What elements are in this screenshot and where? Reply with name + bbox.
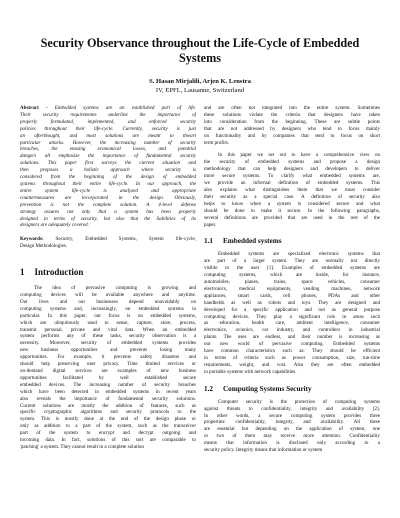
text-line: on functionality and by companies that tend to focus on short — [204, 132, 380, 139]
text-line: Current solutions are mostly the addition of features, such as — [20, 402, 196, 409]
text-line: computing systems and, increasingly, on embedded systems in — [20, 305, 196, 312]
abstract-label: Abstract - — [20, 105, 48, 111]
text-line: are part of a larger system. They are normally not directly — [204, 258, 380, 265]
text-line: only as addition to a part of the system, such as the transceiver — [20, 423, 196, 430]
text-line: properties: confidentiality, integrity, and availability. All three — [204, 419, 380, 426]
text-line: in portable systems with network capabilities. — [204, 368, 297, 375]
text-line: several definitions are provided that are used in the rest of the — [204, 214, 380, 221]
keywords-label: Keywords: — [20, 236, 44, 243]
text-line: Computer security is the protection of computing systems — [218, 398, 380, 405]
text-line: opportunities facilitated by well established secure — [20, 374, 196, 381]
text-line: or two of them may receive more attention. Confidentiality — [204, 433, 380, 440]
section-heading-computing-security — [204, 385, 380, 394]
text-line: computing devices. They play a significant role in areas such — [204, 313, 380, 320]
text-line: and are often not integrated into the entire system. Sometimes — [204, 105, 380, 111]
text-line: countermeasures are incorporated in the design. Obviously, — [20, 194, 196, 201]
text-line: these solutions violate the criteria that designers have taken — [204, 111, 380, 118]
section-title: Embedded systems — [222, 237, 282, 246]
keywords-block — [20, 236, 196, 250]
text-line: should help preserving user privacy. Time limited services or — [20, 361, 196, 368]
text-line: methodology that can help designers and developers to deliver — [204, 166, 380, 173]
text-fragment: Embedded systems are an established part of life. — [47, 105, 196, 111]
text-line: on-demand digital services are examples of new business — [20, 368, 196, 374]
text-line: our new world of pervasive computing. Embedded systems — [204, 341, 380, 348]
text-line: breaches, the ensuing economical losses, and potential — [20, 146, 196, 153]
text-line: also explains what distinguishes them that we must consider — [204, 186, 380, 193]
text-line: prevention is not the complete solution. A 4-level defense — [20, 201, 196, 208]
paper-affiliation: IV, EPFL, Lausanne, Switzerland — [155, 87, 245, 94]
introduction-paragraph-2 — [204, 152, 380, 228]
text-line: In other words, a secure computing system provides three — [204, 412, 380, 419]
text-line: Our lives and our businesses depend unavoidably on — [20, 298, 196, 305]
text-line: properly formulated, implemented, and enforced security — [20, 118, 196, 125]
text-line: transmit personal, private and vital data. When an embedded — [20, 326, 196, 333]
section-heading-introduction — [20, 267, 196, 278]
text-line: strategy assures not only that a system has been properly — [20, 208, 196, 215]
text-line: Their security requirements underline the importance of — [20, 111, 196, 118]
text-line: policies throughout their life-cycle. Currently, security is just — [20, 125, 196, 132]
text-line: system. This is mostly done at the end of the design phase or — [20, 416, 196, 423]
text-line: as education, health care, ambient intelligence, consumer — [204, 320, 380, 327]
text-fragment: Security, Embedded Systems, System life-cycle, — [43, 236, 196, 243]
text-line: specific cryptographic algorithms and security protocols to the — [20, 409, 196, 416]
text-line: electronics, avionics, car industry, and controllers in industrial — [204, 327, 380, 334]
text-line: appliances, smart cards, cell phones, PDAs and other — [204, 292, 380, 299]
text-line: we provide an informal definition of embedded systems. This — [204, 180, 380, 187]
text-line — [20, 105, 196, 112]
text-line: Design Methodologies. — [20, 243, 68, 250]
text-line: computing systems, which are inside, for instance, — [204, 272, 380, 279]
text-line: visible to the user [1]. Examples of embedded systems are — [204, 265, 380, 272]
text-line — [20, 236, 196, 243]
text-line: electronics, medical equipments, vending machines, network — [204, 285, 380, 292]
text-line: incoming data. In fact, solutions of this sort are comparable to — [20, 437, 196, 444]
section-title: Introduction — [34, 267, 84, 278]
text-line: dangers all emphasize the importance of fundamental security — [20, 153, 196, 160]
text-line: particular. In this paper, our focus is on embedded systems, — [20, 312, 196, 319]
text-line: helps to know when a system is considered secure and what — [204, 200, 380, 207]
text-line: security policy. Integrity means that information or system — [204, 447, 323, 454]
text-line: which have been detected in embedded systems in recent years — [20, 388, 196, 395]
abstract-block — [20, 105, 196, 229]
section-heading-embedded-systems — [204, 237, 380, 246]
text-line: system performs any of these tasks, security observation is a — [20, 333, 196, 340]
right-column — [204, 105, 380, 454]
section-number: 1.1 — [204, 237, 213, 246]
text-line: into consideration from the beginning. These are subtle points — [204, 118, 380, 125]
text-line: embedded devices. The increasing number of security breaches — [20, 381, 196, 388]
section-number: 1 — [20, 267, 25, 278]
text-line: then proposes a holistic approach where security is — [20, 167, 196, 174]
text-line: an afterthought, and most solutions are meant to thwart — [20, 132, 196, 139]
text-line: which are ubiquitously used to sense, capture, store, process, — [20, 319, 196, 326]
text-line: their security as a special case. A definition of security also — [204, 193, 380, 200]
text-line: entire system life-cycle is analyzed and appropriate — [20, 187, 196, 194]
text-line: computing devices will be available anywhere and anytime. — [20, 292, 196, 299]
text-line: Embedded systems are specialized electronic systems that — [218, 251, 380, 258]
text-line: developed for a specific application and not as general purpose — [204, 306, 380, 313]
text-line: systems throughout their entire life-cycle. In our approach, the — [20, 180, 196, 187]
embedded-systems-text — [204, 251, 380, 375]
section-number: 1.2 — [204, 384, 213, 393]
paper-title: Security Observance throughout the Life-Cycle of Embedded Systems — [40, 36, 360, 65]
text-line: In this paper we set out to have a comprehensive view on — [218, 152, 380, 159]
text-line: also reveals the importance of fundamental security solutions. — [20, 395, 196, 402]
left-column — [20, 105, 196, 451]
text-line: term profits. — [204, 139, 229, 146]
text-line: against threats to confidentiality, integrity and availability [2]. — [204, 405, 380, 412]
text-line: that are not addressed by designers who tend to focus mainly — [204, 125, 380, 132]
text-line: are essential but depending on the application of system, one — [204, 426, 380, 433]
text-line: have common characteristics such as: They should be efficient — [204, 348, 380, 355]
text-line: considered from the beginning of the design of embedded — [20, 174, 196, 181]
text-line: handhelds as well as robots and toys. They are designed and — [204, 299, 380, 306]
text-line: paper. — [204, 221, 217, 228]
computing-security-text — [204, 399, 380, 454]
text-line: requirements, weight, and cost. Also they are often embedded — [204, 361, 380, 368]
text-line: automobiles, planes, trains, space vehicles, consumer — [204, 279, 380, 286]
text-line: necessity. Moreover, security of embedded systems provides — [20, 340, 196, 347]
text-line: 'patching' a system. They cannot result in a complete solution — [20, 443, 144, 450]
text-line: designers are adequately covered. — [20, 222, 89, 229]
text-line: new business opportunities and prevents losing many — [20, 347, 196, 354]
text-line: the security of embedded systems and propose a design — [204, 159, 380, 166]
section-title: Computing Systems Security — [222, 384, 312, 393]
introduction-continued — [204, 105, 380, 146]
text-line: more secure systems. To clarify what embedded systems are, — [204, 173, 380, 180]
text-line: in terms of criteria such as power consumption, size, run-time — [204, 355, 380, 361]
text-line: should be done to make it secure. In the following paragraphs, — [204, 207, 380, 214]
text-line: designed in terms of security, but also that the liabilities of its — [20, 215, 196, 222]
text-line: particular attacks. However, the increasing number of security — [20, 139, 196, 146]
paper-authors: S. Hasan Mirjalili, Arjen K. Lenstra — [149, 78, 251, 85]
text-line: part of the system to encrypt and decrypt outgoing and — [20, 430, 196, 437]
introduction-text — [20, 285, 196, 451]
text-line: solutions. This paper first surveys the current situation and — [20, 160, 196, 167]
text-line: means that information is disclosed only according to a — [204, 440, 380, 447]
text-line: The idea of pervasive computing is growing and — [34, 285, 196, 292]
text-line: plants. The uses are endless, and their number is increasing as — [204, 334, 380, 341]
text-line: opportunities. For example, it prevents safety disasters and — [20, 354, 196, 361]
